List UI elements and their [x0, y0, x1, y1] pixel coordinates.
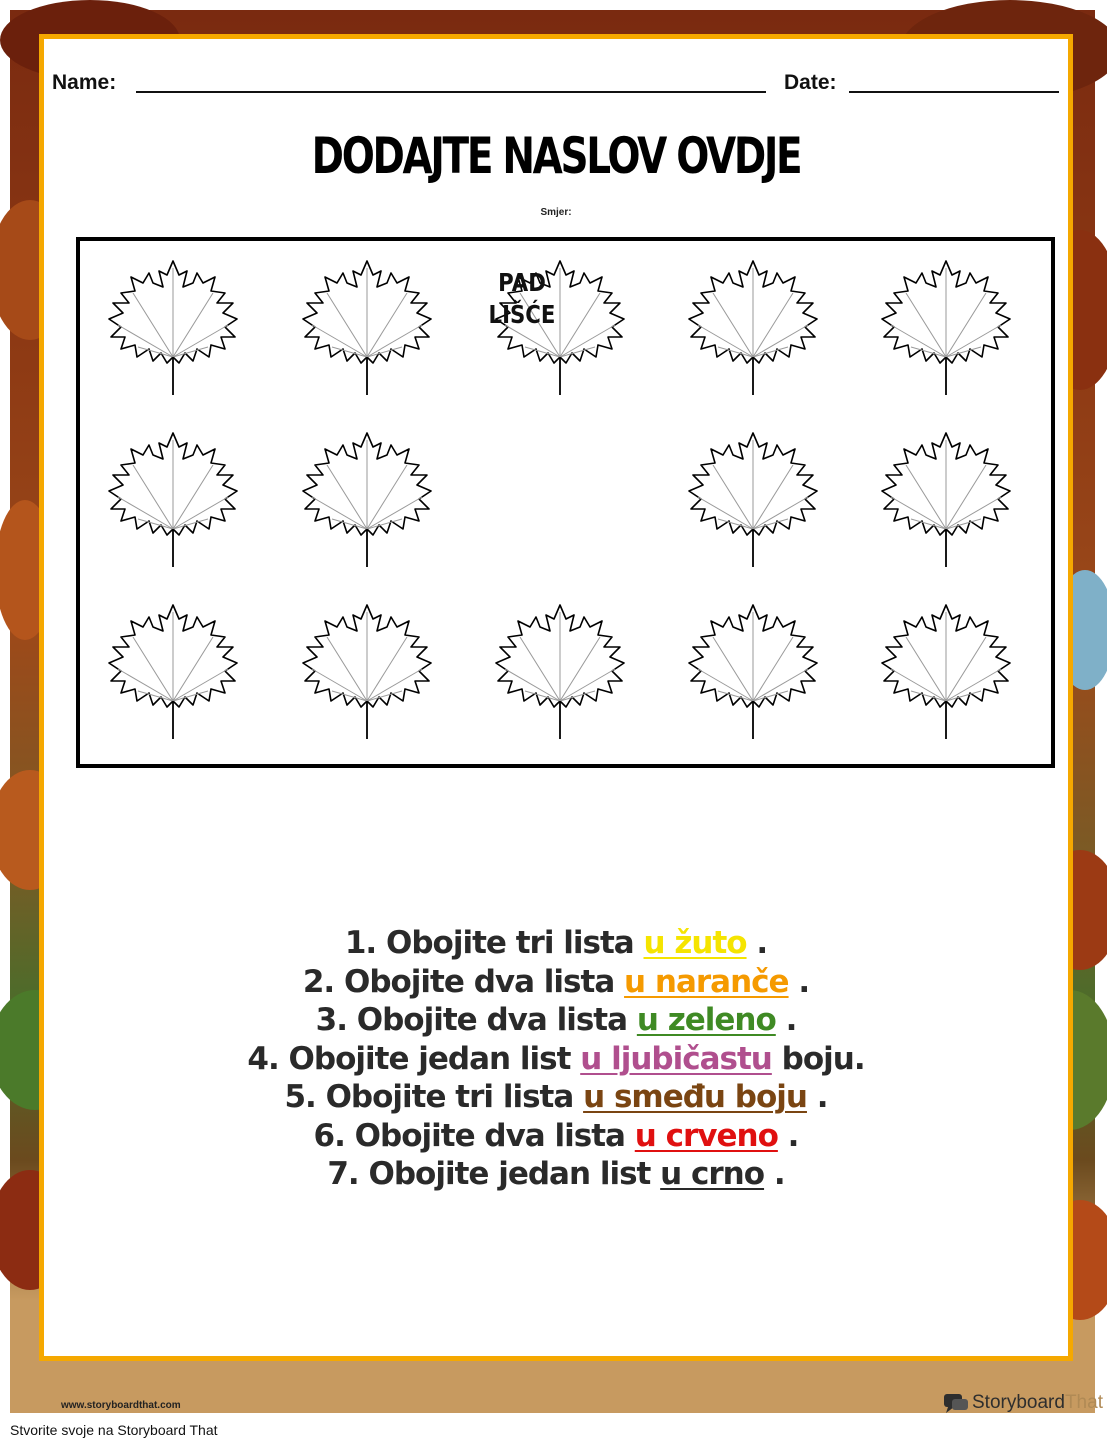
maple-leaf-3-5	[882, 605, 1010, 739]
maple-leaf-3-2	[303, 605, 431, 739]
instruction-text: 3. Obojite dva lista	[315, 1002, 637, 1038]
instruction-color-word: u crno	[660, 1156, 765, 1192]
instruction-text-end: .	[806, 1079, 828, 1115]
date-label: Date:	[784, 71, 837, 94]
maple-leaf-3-4	[689, 605, 817, 739]
name-label: Name:	[52, 71, 117, 94]
instruction-2	[44, 963, 1068, 1002]
maple-leaf-2-2	[303, 433, 431, 567]
maple-leaf-1-5	[882, 261, 1010, 395]
center-label	[471, 267, 573, 331]
instruction-text-end: .	[777, 1117, 799, 1154]
instruction-color-word: u žuto	[643, 925, 747, 961]
name-input-line[interactable]	[136, 91, 766, 93]
maple-leaf-3-3	[496, 605, 624, 739]
instructions-list	[44, 924, 1068, 1194]
instruction-4	[44, 1040, 1068, 1079]
instruction-6	[44, 1117, 1068, 1156]
instruction-text: 4. Obojite jedan list	[247, 1040, 581, 1077]
instruction-text: 7. Obojite jedan list	[327, 1156, 661, 1192]
instruction-color-word: u smeđu boju	[583, 1079, 807, 1115]
instruction-color-word: u ljubičastu	[580, 1040, 772, 1077]
instruction-text-end: .	[764, 1156, 785, 1192]
direction-label: Smjer:	[540, 207, 572, 218]
speech-bubble-icon	[942, 1391, 972, 1415]
instruction-text: 6. Obojite dva lista	[313, 1117, 635, 1154]
maple-leaf-1-4	[689, 261, 817, 395]
instruction-text-end: .	[746, 925, 768, 961]
logo-word-that: That	[1064, 1392, 1103, 1413]
maple-leaf-1-1	[109, 261, 237, 395]
date-input-line[interactable]	[849, 91, 1059, 93]
instruction-color-word: u naranče	[624, 963, 789, 1000]
center-label-line1: PAD	[498, 268, 546, 297]
worksheet-paper	[39, 34, 1103, 1413]
center-label-line2: LIŠĆE	[488, 300, 556, 329]
maple-leaf-1-2	[303, 261, 431, 395]
instruction-color-word: u crveno	[634, 1117, 778, 1154]
instruction-7	[44, 1155, 1068, 1194]
instruction-1	[44, 924, 1068, 963]
worksheet-title[interactable]: DODAJTE NASLOV OVDJE	[311, 127, 801, 185]
logo-word-storyboard: Storyboard	[972, 1392, 1065, 1413]
instruction-color-word: u zeleno	[636, 1002, 776, 1038]
instruction-text: 1. Obojite tri lista	[344, 925, 644, 961]
maple-leaf-3-1	[109, 605, 237, 739]
instruction-text-end: .	[775, 1002, 797, 1038]
footer-text[interactable]: Stvorite svoje na Storyboard That	[10, 1422, 218, 1438]
instruction-3	[44, 1001, 1068, 1040]
instruction-text-end: boju.	[771, 1040, 865, 1077]
maple-leaf-2-4	[689, 433, 817, 567]
instruction-text: 5. Obojite tri lista	[284, 1079, 584, 1115]
site-url[interactable]: www.storyboardthat.com	[61, 1400, 181, 1411]
instruction-5	[44, 1078, 1068, 1117]
instruction-text: 2. Obojite dva lista	[302, 963, 625, 1000]
maple-leaf-2-1	[109, 433, 237, 567]
maple-leaf-2-5	[882, 433, 1010, 567]
storyboardthat-logo[interactable]	[942, 1390, 1103, 1416]
autumn-background	[10, 10, 1103, 1413]
instruction-text-end: .	[788, 963, 810, 1000]
